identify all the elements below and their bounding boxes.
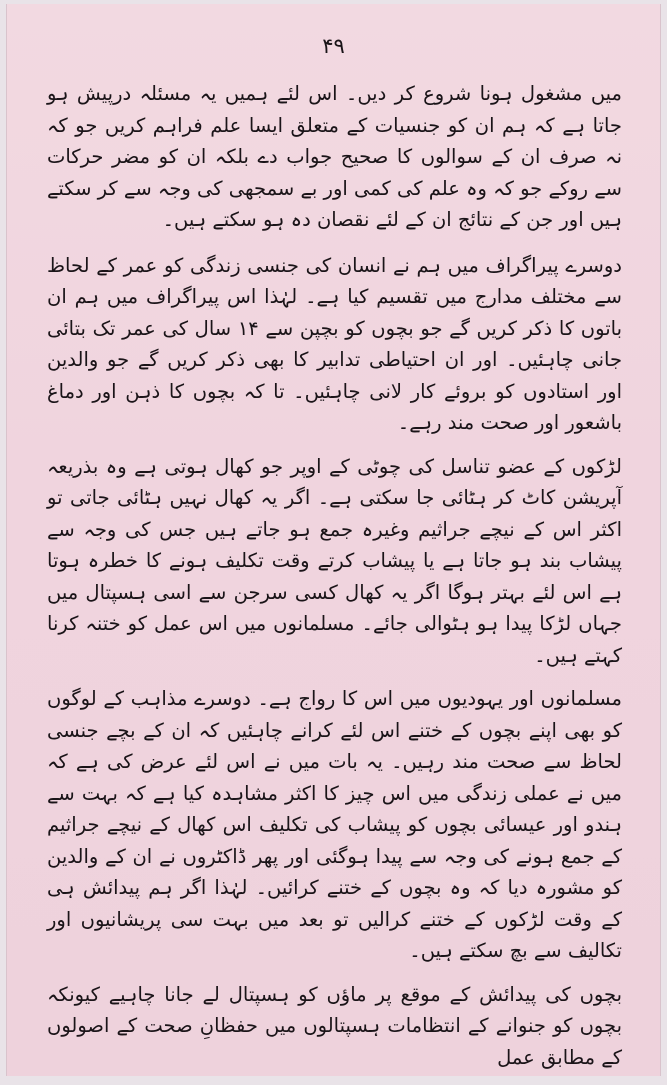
page-text bbox=[47, 78, 622, 1085]
page-number: ۴۹ bbox=[322, 34, 345, 58]
book-page bbox=[6, 4, 661, 1076]
paragraph-5: بچوں کی پیدائش کے موقع پر ماؤں کو ہسپتال لے جانا چاہیے کیونکہ بچوں کو جنوانے کے انتظامات ہسپتالوں میں حفظانِ صحت کے اصولوں کے مطابق عمل bbox=[47, 982, 622, 1069]
paragraph-1: میں مشغول ہونا شروع کر دیں۔ اس لئے ہمیں یہ مسئلہ درپیش ہو جاتا ہے کہ ہم ان کو جنسیات کے متعلق ایسا علم فراہم کریں جو کہ نہ صرف ان کے سوالوں کا صحیح جواب دے بلکہ ان کو مضر حرکات سے روکے جو کہ وہ علم کی کمی اور بے سمجھی کی وجہ سے کر سکتے ہیں اور جن کے نتائج ان کے لئے نقصان دہ ہو سکتے ہیں۔ bbox=[47, 82, 622, 231]
paragraph-2: دوسرے پیراگراف میں ہم نے انسان کی جنسی زندگی کو عمر کے لحاظ سے مختلف مدارج میں تقسیم کیا ہے۔ لہٰذا اس پیراگراف میں ہم ان باتوں کا ذکر کریں گے جو بچوں کو بچپن سے ۱۴ سال کی عمر تک بتائی جانی چاہئیں۔ اور ان احتیاطی تدابیر کا بھی ذکر کریں گے جو والدین اور استادوں کو بروئے کار لانی چاہئیں۔ تا کہ بچوں کا ذہن اور دماغ باشعور اور صحت مند رہے۔ bbox=[47, 253, 622, 434]
paragraph-4: مسلمانوں اور یہودیوں میں اس کا رواج ہے۔ دوسرے مذاہب کے لوگوں کو بھی اپنے بچوں کے ختنے اس لئے کرانے چاہئیں کہ ان کے بچے جنسی لحاظ سے صحت مند رہیں۔ یہ بات میں نے اس لئے عرض کی ہے کہ میں نے عملی زندگی میں اس چیز کا اکثر مشاہدہ کیا ہے کہ بہت سے ہندو اور عیسائی بچوں کو پیشاب کی تکلیف اس کھال کے نیچے جراثیم کے جمع ہونے کی وجہ سے پیدا ہوگئی اور پھر ڈاکٹروں نے ان کے والدین کو مشورہ دیا کہ وہ بچوں کے ختنے کرائیں۔ لہٰذا اگر ہم پیدائش ہی کے وقت لڑکوں کے ختنے کرالیں تو بعد میں بہت سی پریشانیوں اور تکالیف سے بچ سکتے ہیں۔ bbox=[47, 687, 622, 962]
paragraph-3: لڑکوں کے عضو تناسل کی چوٹی کے اوپر جو کھال ہوتی ہے وہ بذریعہ آپریشن کاٹ کر ہٹائی جا سکتی ہے۔ اگر یہ کھال نہیں ہٹائی جاتی تو اکثر اس کے نیچے جراثیم وغیرہ جمع ہو جاتے ہیں جس کی وجہ سے پیشاب بند ہو جاتا ہے یا پیشاب کرتے وقت تکلیف ہونے کا خطرہ ہوتا ہے اس لئے بہتر ہوگا اگر یہ کھال کسی سرجن سے اسی ہسپتال میں جہاں لڑکا پیدا ہو ہٹوالی جائے۔ مسلمانوں میں اس عمل کو ختنہ کرنا کہتے ہیں۔ bbox=[47, 454, 622, 667]
